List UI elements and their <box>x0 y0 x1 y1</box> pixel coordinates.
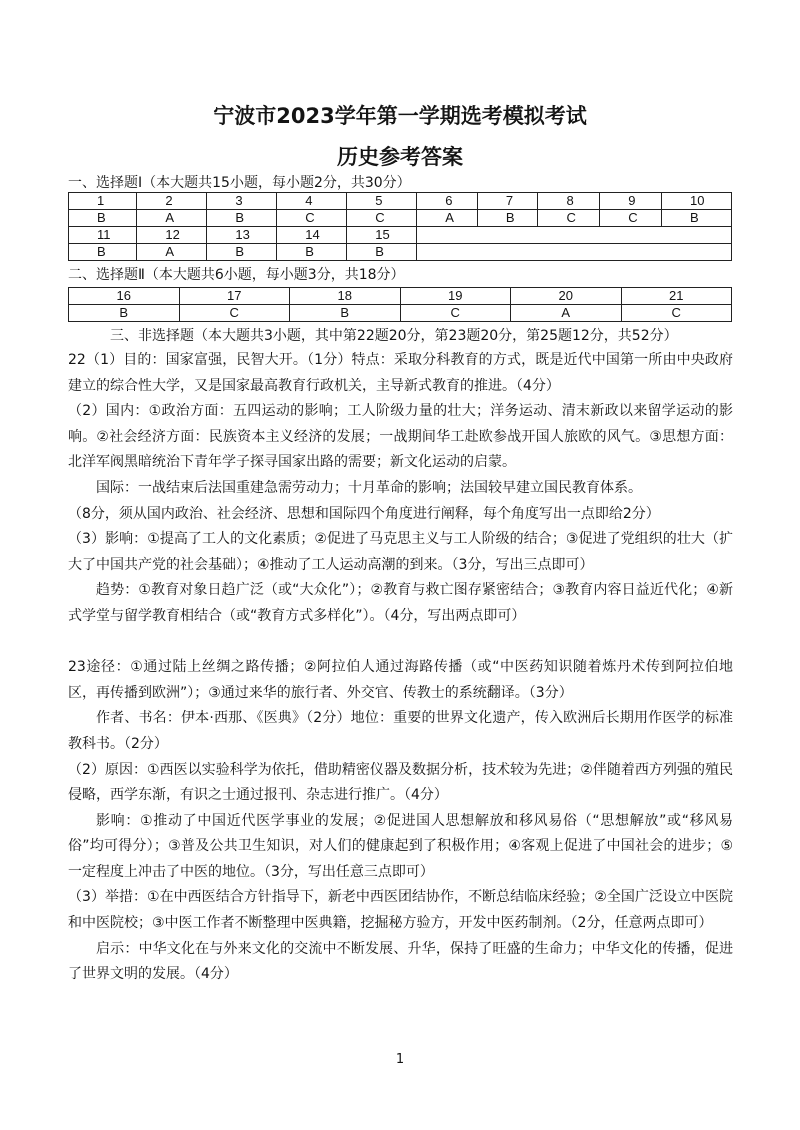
page-title: 宁波市2023学年第一学期选考模拟考试 <box>213 104 587 128</box>
question-number-cell: 2 <box>137 193 207 210</box>
question-number-cell: 19 <box>400 288 511 305</box>
question-number-cell: 7 <box>477 193 538 210</box>
page-number: 1 <box>395 1052 405 1067</box>
answer-paragraph: 趋势：①教育对象日趋广泛（或“大众化”）；②教育与救亡图存紧密结合；③教育内容日益近代化；④新式学堂与留学教育相结合（或“教育方式多样化”）。（4分，写出两点即可） <box>68 582 733 624</box>
section3-heading: 三、非选择题（本大题共3小题，其中第22题20分，第23题20分，第25题12分，共52分） <box>110 328 678 344</box>
spacer <box>68 630 733 656</box>
question-number-cell: 4 <box>277 193 347 210</box>
answer-cell: B <box>662 210 732 227</box>
answer-cell: B <box>290 305 401 322</box>
answer-paragraph: 国际：一战结束后法国重建急需劳动力；十月革命的影响；法国较早建立国民教育体系。 <box>96 479 642 496</box>
choice-answer-table-1 <box>68 192 732 261</box>
table-row <box>69 244 732 261</box>
table-row <box>69 227 732 244</box>
question-number-cell: 10 <box>662 193 732 210</box>
question-number-cell: 1 <box>69 193 137 210</box>
answer-cell: C <box>179 305 290 322</box>
answer-paragraph: （8分，须从国内政治、社会经济、思想和国际四个角度进行阐释，每个角度写出一点即给2分） <box>68 505 660 522</box>
empty-cell <box>417 244 732 261</box>
question-number-cell: 6 <box>417 193 478 210</box>
answer-cell: A <box>511 305 622 322</box>
answer-paragraph: 22（1）目的：国家富强，民智大开。（1分）特点：采取分科教育的方式，既是近代中国第一所由中央政府建立的综合性大学，又是国家最高教育行政机关，主导新式教育的推进。（4分） <box>68 352 733 394</box>
question-number-cell: 14 <box>277 227 347 244</box>
answer-cell: C <box>277 210 347 227</box>
answer-paragraph: 23途径：①通过陆上丝绸之路传播；②阿拉伯人通过海路传播（或“中医药知识随着炼丹术传到阿拉伯地区，再传播到欧洲”）；③通过来华的旅行者、外交官、传教士的系统翻译。（3分） <box>68 659 733 701</box>
question-number-cell: 8 <box>538 193 600 210</box>
empty-cell <box>417 227 732 244</box>
question-number-cell: 5 <box>347 193 417 210</box>
question-number-cell: 17 <box>179 288 290 305</box>
answer-paragraph: （3）影响：①提高了工人的文化素质；②促进了马克思主义与工人阶级的结合；③促进了党组织的壮大（扩大了中国共产党的社会基础）；④推动了工人运动高潮的到来。（3分，写出三点即可） <box>68 531 733 573</box>
answer-cell: C <box>538 210 600 227</box>
answer-cell: B <box>69 244 137 261</box>
answer-cell: B <box>207 244 277 261</box>
answer-cell: A <box>137 244 207 261</box>
answer-cell: A <box>137 210 207 227</box>
answer-cell: A <box>417 210 478 227</box>
section1-heading: 一、选择题Ⅰ（本大题共15小题，每小题2分，共30分） <box>68 175 411 191</box>
table-row <box>69 288 732 305</box>
question-number-cell: 12 <box>137 227 207 244</box>
question-number-cell: 21 <box>621 288 732 305</box>
table-row <box>69 193 732 210</box>
answer-paragraph: 影响：①推动了中国近代医学事业的发展；②促进国人思想解放和移风易俗（“思想解放”或“移风易俗”均可得分）；③普及公共卫生知识，对人们的健康起到了积极作用；④客观上促进了中国社会的进步；⑤一定程度上冲击了中医的地位。（3分，写出任意三点即可） <box>68 812 733 880</box>
question-number-cell: 20 <box>511 288 622 305</box>
answer-cell: B <box>69 210 137 227</box>
answer-cell: C <box>400 305 511 322</box>
answer-paragraph: （2）原因：①西医以实验科学为依托，借助精密仪器及数据分析，技术较为先进；②伴随着西方列强的殖民侵略，西学东渐，有识之士通过报刊、杂志进行推广。（4分） <box>68 761 733 804</box>
question-number-cell: 15 <box>347 227 417 244</box>
page-subtitle: 历史参考答案 <box>337 145 463 169</box>
answer-paragraph: 启示：中华文化在与外来文化的交流中不断发展、升华，保持了旺盛的生命力；中华文化的传播，促进了世界文明的发展。（4分） <box>68 940 733 983</box>
answer-cell: C <box>347 210 417 227</box>
answer-body <box>68 348 733 988</box>
answer-paragraph: （2）国内：①政治方面：五四运动的影响；工人阶级力量的壮大；洋务运动、清末新政以来留学运动的影响。②社会经济方面：民族资本主义经济的发展；一战期间华工赴欧参战开国人旅欧的风气。③思想方面：北洋军阀黑暗统治下青年学子探寻国家出路的需要；新文化运动的启蒙。 <box>68 403 733 471</box>
question-number-cell: 16 <box>69 288 180 305</box>
answer-cell: C <box>600 210 662 227</box>
choice-answer-table-2 <box>68 287 732 322</box>
answer-cell: B <box>69 305 180 322</box>
answer-cell: B <box>277 244 347 261</box>
question-number-cell: 11 <box>69 227 137 244</box>
question-number-cell: 3 <box>207 193 277 210</box>
section2-heading: 二、选择题Ⅱ（本大题共6小题，每小题3分，共18分） <box>68 267 405 283</box>
answer-cell: B <box>477 210 538 227</box>
answer-cell: B <box>207 210 277 227</box>
table-row <box>69 210 732 227</box>
question-number-cell: 9 <box>600 193 662 210</box>
table-row <box>69 305 732 322</box>
question-number-cell: 18 <box>290 288 401 305</box>
question-number-cell: 13 <box>207 227 277 244</box>
answer-cell: B <box>347 244 417 261</box>
answer-cell: C <box>621 305 732 322</box>
answer-paragraph: （3）举措：①在中西医结合方针指导下，新老中西医团结协作，不断总结临床经验；②全国广泛设立中医院和中医院校；③中医工作者不断整理中医典籍，挖掘秘方验方，开发中医药制剂。（2分，任意两点即可） <box>68 889 733 932</box>
answer-paragraph: 作者、书名：伊本·西那、《医典》（2分）地位：重要的世界文化遗产，传入欧洲后长期用作医学的标准教科书。（2分） <box>68 710 733 752</box>
